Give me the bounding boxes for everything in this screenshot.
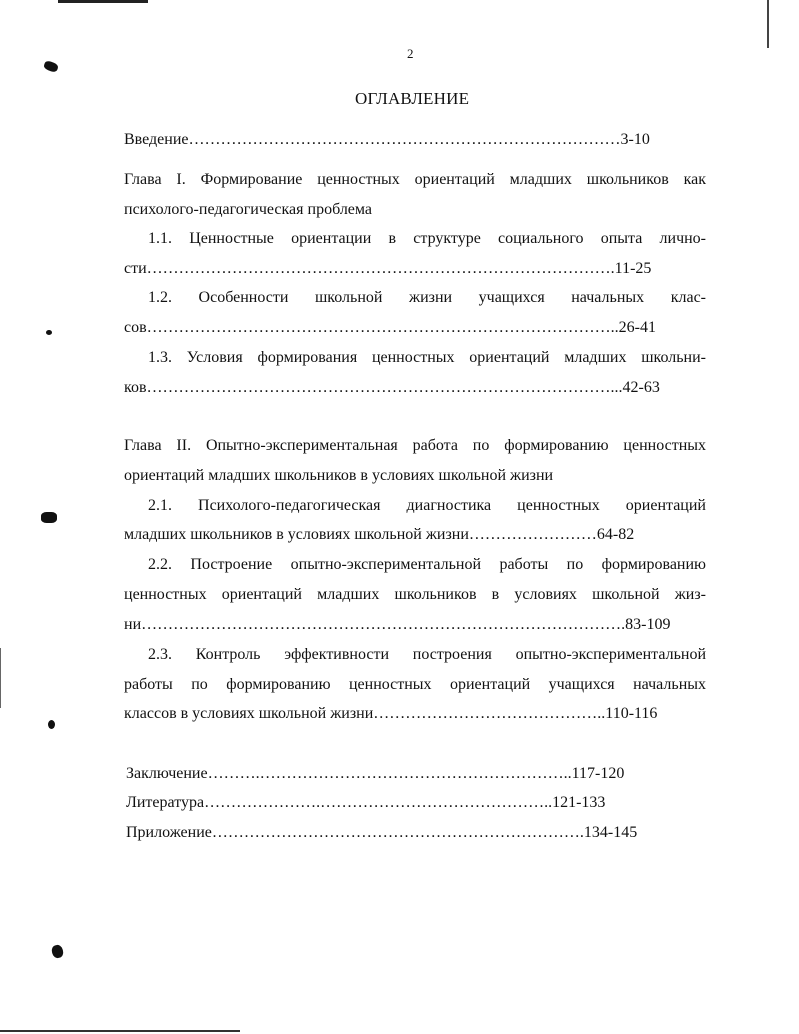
toc-section-2-2-pages: 83-109 (625, 616, 671, 633)
page-title: ОГЛАВЛЕНИЕ (355, 89, 470, 108)
toc-leader-dots: …………………… (468, 526, 597, 543)
toc-leader-dots: …………………………………….. (373, 705, 606, 722)
toc-leader-dots: ……………………………………………………………………… (188, 131, 621, 148)
toc-section-2-3-line1: 2.3. Контроль эффективности построения опытно-экспериментальной (148, 646, 706, 663)
toc-section-1-2-tail: сов (124, 319, 147, 336)
toc-section-2-3-tail: классов в условиях школьной жизни (124, 705, 374, 722)
toc-literature (126, 793, 605, 813)
toc-section-1-2-line1: 1.2. Особенности школьной жизни учащихся начальных клас- (148, 289, 706, 306)
ink-blot (51, 944, 65, 959)
toc-section-2-3-line3 (124, 704, 657, 724)
toc-section-2-2-line3 (124, 615, 670, 635)
ink-blot (48, 720, 55, 729)
scan-edge-bottom (0, 1030, 240, 1032)
toc-section-2-3-line2: работы по формированию ценностных ориентаций учащихся начальных (124, 676, 706, 693)
scan-edge-left (0, 648, 1, 708)
scan-edge-top (58, 0, 148, 3)
toc-section-2-1-line2 (124, 525, 634, 545)
toc-section-1-1-tail: сти (124, 260, 147, 277)
toc-literature-pages: 121-133 (552, 794, 606, 811)
toc-conclusion-label: Заключение (126, 765, 208, 782)
ink-blot (43, 60, 59, 73)
toc-leader-dots: ………………………………………………………………………………. (141, 616, 626, 633)
toc-appendix-pages: 134-145 (583, 824, 638, 841)
toc-chapter2-title-line2: ориентаций младших школьников в условиях школьной жизни (124, 467, 554, 484)
toc-section-1-1-pages: 11-25 (614, 260, 652, 277)
ink-blot (46, 330, 52, 335)
toc-section-1-3-pages: 42-63 (622, 379, 660, 396)
toc-conclusion-pages: 117-120 (571, 765, 625, 782)
ink-blot (41, 512, 57, 523)
toc-chapter1-title-line1: Глава I. Формирование ценностных ориентаций младших школьников как (124, 171, 706, 188)
toc-section-1-2-line2 (124, 318, 656, 338)
toc-section-2-1-tail: младших школьников в условиях школьной жизни (124, 526, 469, 543)
toc-section-2-2-line1: 2.2. Построение опытно-экспериментальной работы по формированию (148, 556, 706, 573)
toc-appendix (126, 823, 637, 843)
toc-section-2-2-line2: ценностных ориентаций младших школьников в условиях школьной жиз- (124, 586, 706, 603)
toc-section-2-1-line1: 2.1. Психолого-педагогическая диагностика ценностных ориентаций (148, 497, 706, 514)
toc-leader-dots: ……………………………………………………………. (211, 824, 584, 841)
toc-leader-dots: …………………………………………………………………………….. (146, 319, 619, 336)
toc-intro-pages: 3-10 (620, 131, 650, 148)
toc-leader-dots: ……………………………………………………………………………... (146, 379, 623, 396)
toc-appendix-label: Приложение (126, 824, 212, 841)
toc-section-1-3-line2 (124, 378, 660, 398)
toc-section-1-3-tail: ков (124, 379, 147, 396)
toc-section-2-1-pages: 64-82 (596, 526, 635, 543)
toc-section-1-1-line1: 1.1. Ценностные ориентации в структуре социального опыта лично- (148, 230, 706, 247)
toc-chapter1-title-line2: психолого-педагогическая проблема (124, 201, 373, 218)
toc-section-1-3-line1: 1.3. Условия формирования ценностных ориентаций младших школьни- (148, 349, 706, 366)
toc-section-2-3-pages: 110-116 (605, 705, 658, 722)
toc-section-2-2-tail: ни (124, 616, 142, 633)
toc-leader-dots: ……….………………………………………………….. (207, 765, 572, 782)
toc-leader-dots: ……………………………………………………………………………. (146, 260, 615, 277)
page-number: 2 (407, 46, 414, 61)
toc-intro-label: Введение (124, 131, 189, 148)
toc-literature-label: Литература (126, 794, 205, 811)
toc-intro (124, 130, 650, 150)
toc-leader-dots: ………………….…………………………………….. (204, 794, 553, 811)
toc-conclusion (126, 764, 624, 784)
toc-section-1-1-line2 (124, 259, 651, 279)
scan-edge-right (767, 0, 769, 48)
toc-section-1-2-pages: 26-41 (618, 319, 656, 336)
toc-chapter2-title-line1: Глава II. Опытно-экспериментальная работа по формированию ценностных (124, 437, 706, 454)
